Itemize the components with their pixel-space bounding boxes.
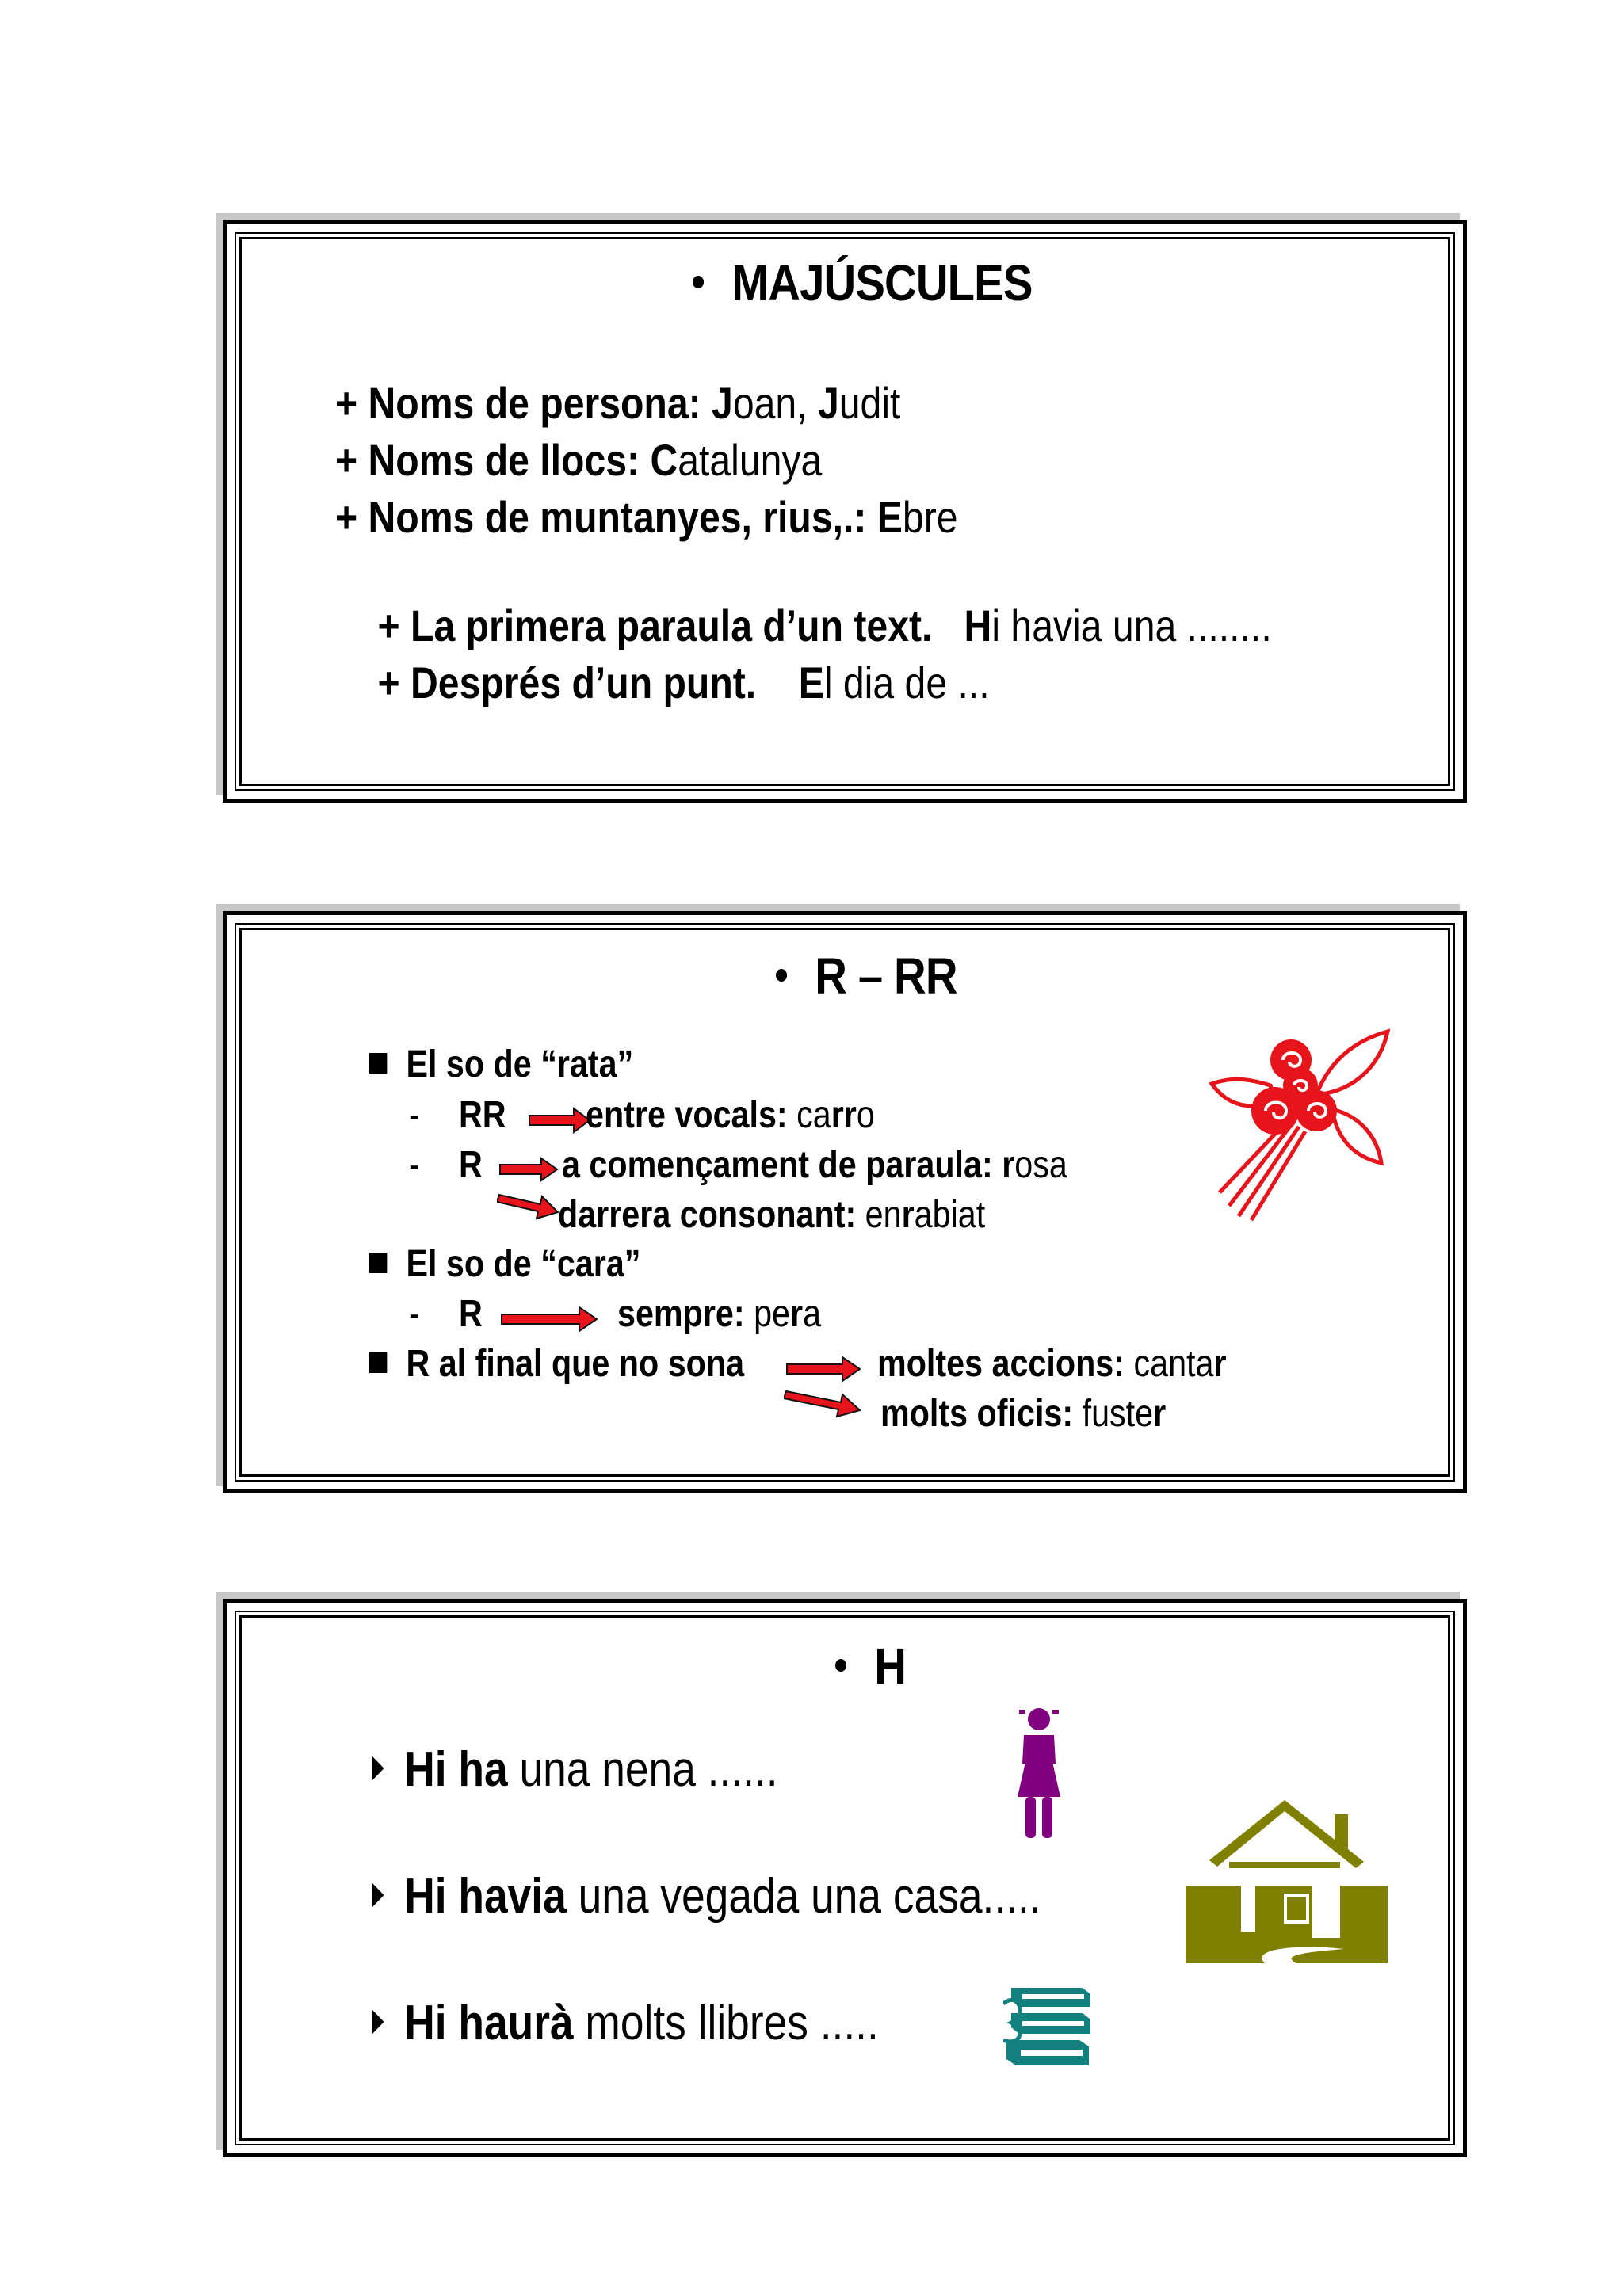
triangle-bullet-icon <box>372 1882 384 1908</box>
card-title: R – RR <box>776 947 957 1005</box>
rule-line-primera-paraula: + La primera paraula d’un text. Hi havia una ........ <box>377 601 1272 650</box>
rule-line-muntanyes: + Noms de muntanyes, rius,.: Ebre <box>335 492 958 542</box>
r1-rule-line: a començament de paraula: rosa <box>562 1144 1067 1186</box>
roses-bouquet-icon <box>1197 1022 1403 1228</box>
girl-icon <box>1011 1703 1067 1840</box>
square-bullet-icon <box>369 1253 387 1273</box>
r2-rule-line: darrera consonant: enrabiat <box>558 1194 986 1236</box>
r-rr-card <box>223 911 1467 1493</box>
r3-dash: - <box>409 1293 420 1335</box>
square-bullet-icon <box>369 1053 387 1074</box>
h-item-hi-havia: Hi havia una vegada una casa..... <box>372 1868 1041 1924</box>
house-icon <box>1186 1797 1388 1963</box>
r3-rule-line: sempre: pera <box>617 1293 822 1335</box>
triangle-bullet-icon <box>372 2009 384 2035</box>
r1-dash: - <box>409 1144 420 1186</box>
r3-label: R <box>459 1293 483 1335</box>
rule-line-persona: + Noms de persona: Joan, Judit <box>335 378 901 428</box>
rr-rule-line: entre vocals: carro <box>586 1094 875 1136</box>
books-icon <box>1003 1983 1098 2077</box>
h-card <box>223 1599 1467 2157</box>
rule-line-llocs: + Noms de llocs: Catalunya <box>335 435 823 485</box>
arrow-down-right-icon <box>497 1188 560 1228</box>
f1-rule-line: moltes accions: cantar <box>877 1343 1227 1385</box>
rr-label: RR <box>459 1094 506 1136</box>
majuscules-card <box>223 220 1467 803</box>
triangle-bullet-icon <box>372 1756 384 1781</box>
arrow-right-icon <box>528 1106 591 1135</box>
r-final-heading: R al final que no sona <box>369 1342 744 1386</box>
arrow-down-right-icon <box>784 1385 863 1425</box>
rule-line-punt: + Després d’un punt. El dia de ... <box>377 658 990 707</box>
bullet-icon <box>835 1659 846 1672</box>
bullet-icon <box>693 276 704 288</box>
r1-label: R <box>459 1144 483 1186</box>
card-title: H <box>835 1637 906 1695</box>
so-cara-heading: El so de “cara” <box>369 1242 640 1286</box>
arrow-right-icon <box>500 1305 598 1333</box>
card-title: MAJÚSCULES <box>693 254 1033 312</box>
h-item-hi-ha: Hi ha una nena ...... <box>372 1741 778 1798</box>
square-bullet-icon <box>369 1352 387 1373</box>
arrow-right-icon <box>498 1156 559 1183</box>
bullet-icon <box>776 969 787 982</box>
so-rata-heading: El so de “rata” <box>369 1043 633 1086</box>
f2-rule-line: molts oficis: fuster <box>880 1393 1167 1435</box>
arrow-right-icon <box>785 1355 861 1383</box>
h-item-hi-haura: Hi haurà molts llibres ..... <box>372 1995 879 2051</box>
rr-dash: - <box>409 1094 420 1136</box>
